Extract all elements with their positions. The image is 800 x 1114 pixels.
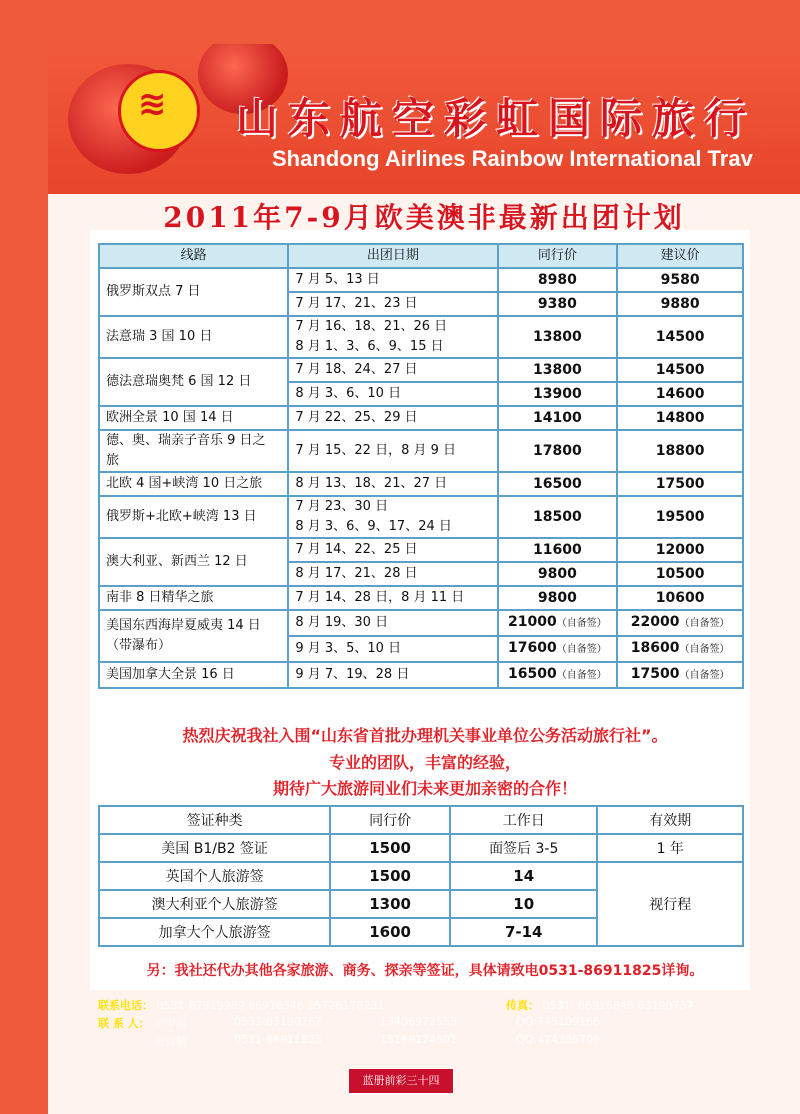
- suggested-price: 14600: [617, 382, 743, 406]
- peer-price: 17800: [498, 430, 618, 472]
- date-cell: 7 月 15、22 日，8 月 9 日: [288, 430, 497, 472]
- peer-price: 13800: [498, 316, 618, 358]
- tour-table-header: [99, 244, 743, 268]
- date-cell: 7 月 22、25、29 日: [288, 406, 497, 430]
- phone-numbers: 0531-87919989 86916546 15726178231: [156, 999, 385, 1012]
- contact-qq: QQ:745109166: [516, 1015, 601, 1028]
- suggested-price: [617, 662, 743, 688]
- peer-price: 9380: [498, 292, 618, 316]
- price-value: 22000: [630, 614, 680, 630]
- suggested-price: 14500: [617, 316, 743, 358]
- table-row: [99, 862, 743, 890]
- price-value: 17500: [630, 666, 680, 682]
- price-value: 16500: [508, 666, 557, 682]
- table-row: [99, 834, 743, 862]
- visa-type: 澳大利亚个人旅游签: [99, 890, 330, 918]
- visa-validity: 1 年: [597, 834, 743, 862]
- column-header: 线路: [99, 244, 288, 268]
- date-cell: 7 月 5、13 日: [288, 268, 497, 292]
- visa-table: [98, 805, 744, 947]
- suggested-price: 17500: [617, 472, 743, 496]
- price-note: （自备签）: [679, 670, 730, 681]
- contact-qq: QQ:474305706: [516, 1033, 601, 1046]
- date-line: 7 月 23、30 日: [295, 499, 389, 514]
- table-row: [99, 586, 743, 610]
- table-row: [99, 406, 743, 430]
- table-row: [99, 430, 743, 472]
- column-header: 签证种类: [99, 806, 330, 834]
- phone-label: 联系电话：: [98, 999, 153, 1012]
- visa-table-header: [99, 806, 743, 834]
- price-value: 18600: [630, 640, 680, 656]
- visa-price: 1500: [330, 862, 450, 890]
- route-cell: 俄罗斯双点 7 日: [99, 268, 288, 316]
- date-cell: 8 月 17、21、28 日: [288, 562, 497, 586]
- date-line: 8 月 1、3、6、9、15 日: [295, 339, 444, 354]
- table-row: [99, 610, 743, 636]
- column-header: 同行价: [330, 806, 450, 834]
- price-value: 21000: [508, 614, 557, 630]
- date-cell: [288, 316, 497, 358]
- column-header: 有效期: [597, 806, 743, 834]
- route-line: （带瀑布）: [106, 638, 172, 653]
- visa-type: 加拿大个人旅游签: [99, 918, 330, 946]
- suggested-price: 18800: [617, 430, 743, 472]
- table-row: [99, 358, 743, 382]
- date-cell: 7 月 14、28 日，8 月 11 日: [288, 586, 497, 610]
- brand-name-cn: 山东航空彩虹国际旅行: [236, 94, 757, 143]
- date-cell: 9 月 3、5、10 日: [288, 636, 497, 662]
- date-cell: 8 月 3、6、10 日: [288, 382, 497, 406]
- route-cell: 美国加拿大全景 16 日: [99, 662, 288, 688]
- contact-tel: 0531-83190767: [234, 1015, 322, 1028]
- date-line: 8 月 3、6、9、17、24 日: [295, 519, 452, 534]
- route-cell: [99, 430, 288, 472]
- visa-price: 1600: [330, 918, 450, 946]
- date-cell: 7 月 17、21、23 日: [288, 292, 497, 316]
- route-line: 旅: [106, 453, 120, 468]
- route-cell: 南非 8 日精华之旅: [99, 586, 288, 610]
- contact-name: 张良敬: [154, 1035, 187, 1048]
- price-note: （自备签）: [556, 670, 607, 681]
- table-row: [99, 268, 743, 292]
- contact-name: 尹甲振: [154, 1017, 187, 1030]
- route-cell: 法意瑞 3 国 10 日: [99, 316, 288, 358]
- date-cell: 8 月 19、30 日: [288, 610, 497, 636]
- route-cell: 北欧 4 国+峡湾 10 日之旅: [99, 472, 288, 496]
- visa-price: 1500: [330, 834, 450, 862]
- peer-price: 11600: [498, 538, 618, 562]
- contact-tel: 0531-86911825: [234, 1033, 322, 1046]
- tour-table: [98, 243, 744, 689]
- visa-days: 14: [450, 862, 598, 890]
- suggested-price: 9880: [617, 292, 743, 316]
- table-row: [99, 472, 743, 496]
- phone-row: [98, 997, 384, 1013]
- suggested-price: [617, 610, 743, 636]
- peer-price: 13800: [498, 358, 618, 382]
- route-cell: [99, 610, 288, 662]
- column-header: 工作日: [450, 806, 598, 834]
- peer-price: 13900: [498, 382, 618, 406]
- peer-price: 8980: [498, 268, 618, 292]
- table-row: [99, 316, 743, 358]
- route-line: 德、奥、瑞亲子音乐 9 日之: [106, 433, 266, 448]
- table-row: [99, 662, 743, 688]
- suggested-price: 14500: [617, 358, 743, 382]
- plan-title: 2011年7-9月欧美澳非最新出团计划: [163, 201, 685, 234]
- date-line: 7 月 16、18、21、26 日: [295, 319, 448, 334]
- table-row: [99, 538, 743, 562]
- brand-name-en: Shandong Airlines Rainbow International Trav: [272, 146, 753, 171]
- date-cell: [288, 496, 497, 538]
- date-cell: 9 月 7、19、28 日: [288, 662, 497, 688]
- visa-type: 美国 B1/B2 签证: [99, 834, 330, 862]
- visa-days: 7-14: [450, 918, 598, 946]
- suggested-price: 14800: [617, 406, 743, 430]
- peer-price: 9800: [498, 586, 618, 610]
- peer-price: [498, 610, 618, 636]
- suggested-price: 12000: [617, 538, 743, 562]
- column-header: 出团日期: [288, 244, 497, 268]
- route-line: 美国东西海岸夏威夷 14 日: [106, 618, 261, 633]
- peer-price: 9800: [498, 562, 618, 586]
- slogan-line: 专业的团队，丰富的经验，: [328, 753, 521, 772]
- price-value: 17600: [508, 640, 557, 656]
- column-header: 建议价: [617, 244, 743, 268]
- suggested-price: 19500: [617, 496, 743, 538]
- logo-icon: ≋: [138, 84, 167, 124]
- fax-row: [506, 997, 693, 1013]
- visa-price: 1300: [330, 890, 450, 918]
- price-note: （自备签）: [556, 618, 607, 629]
- date-cell: 7 月 14、22、25 日: [288, 538, 497, 562]
- suggested-price: 10500: [617, 562, 743, 586]
- slogan-line: 热烈庆祝我社入围“山东省首批办理机关事业单位公务活动旅行社”。: [182, 726, 668, 745]
- price-note: （自备签）: [679, 644, 730, 655]
- peer-price: [498, 662, 618, 688]
- visa-days: 面签后 3-5: [450, 834, 598, 862]
- date-cell: 7 月 18、24、27 日: [288, 358, 497, 382]
- peer-price: 16500: [498, 472, 618, 496]
- route-cell: 德法意瑞奥梵 6 国 12 日: [99, 358, 288, 406]
- suggested-price: 10600: [617, 586, 743, 610]
- contact-label: 联 系 人：: [98, 1017, 150, 1030]
- route-cell: 澳大利亚、新西兰 12 日: [99, 538, 288, 586]
- visa-validity: 视行程: [597, 862, 743, 946]
- peer-price: 14100: [498, 406, 618, 430]
- date-cell: 8 月 13、18、21、27 日: [288, 472, 497, 496]
- peer-price: 18500: [498, 496, 618, 538]
- page-label: 蓝册前彩三十四: [348, 1068, 454, 1094]
- table-row: [99, 496, 743, 538]
- price-note: （自备签）: [679, 618, 730, 629]
- route-cell: 俄罗斯+北欧+峡湾 13 日: [99, 496, 288, 538]
- suggested-price: 9580: [617, 268, 743, 292]
- fax-label: 传真：: [506, 999, 539, 1012]
- fax-numbers: 0531- 86916845 83190737: [542, 999, 694, 1012]
- contact-mobile: 15169174501: [380, 1033, 457, 1046]
- peer-price: [498, 636, 618, 662]
- price-note: （自备签）: [556, 644, 607, 655]
- extra-visa-note: 另：我社还代办其他各家旅游、商务、探亲等签证，具体请致电0531-86911825详询。: [146, 963, 704, 979]
- visa-days: 10: [450, 890, 598, 918]
- suggested-price: [617, 636, 743, 662]
- route-cell: 欧洲全景 10 国 14 日: [99, 406, 288, 430]
- visa-type: 英国个人旅游签: [99, 862, 330, 890]
- contact-mobile: 13406972553: [380, 1015, 457, 1028]
- column-header: 同行价: [498, 244, 618, 268]
- slogan-line: 期待广大旅游同业们未来更加亲密的合作！: [272, 779, 577, 798]
